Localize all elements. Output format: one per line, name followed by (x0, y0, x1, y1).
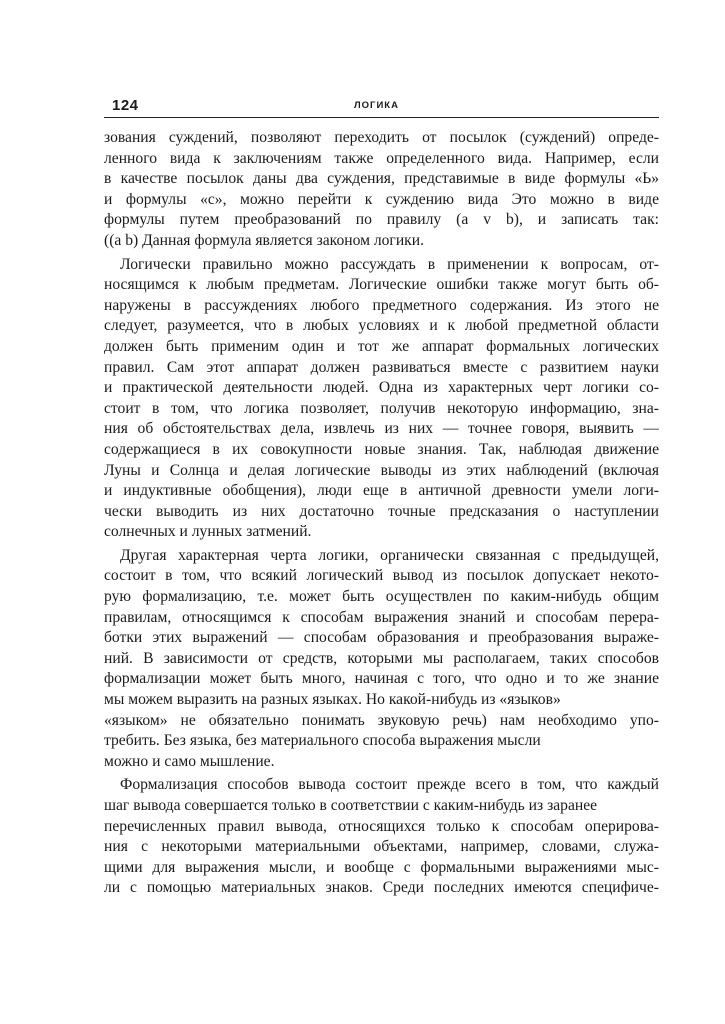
text-line: рую формализацию, т.е. может быть осуществлен по каким-нибудь общим (104, 588, 659, 606)
text-line: мы можем выразить на разных языках. Но какой-нибудь из «языков» (104, 691, 561, 709)
text-line: перечисленных правил вывода, относящихся только к способам оперирова- (104, 817, 659, 835)
text-line: ния об обстоятельствах дела, извлечь из них — точнее говоря, выявить — (104, 420, 659, 438)
paragraph (104, 546, 659, 773)
text-line: ботки этих выражений — способам образования и преобразования выраже- (104, 629, 659, 647)
text-line: зования суждений, позволяют переходить от посылок (суждений) опреде- (104, 129, 659, 146)
text-line: следует, разумеется, что в любых условиях и к любой предметной области (104, 317, 659, 335)
text-line: ((a b) Данная формула является законом логики. (104, 231, 424, 249)
text-line: шаг вывода совершается только в соответствии с каким-нибудь из заранее (104, 797, 598, 814)
body-text (104, 128, 659, 899)
text-line: солнечных и лунных затмений. (104, 523, 312, 541)
paragraph (104, 775, 659, 899)
text-line: ли с помощью материальных знаков. Среди последних имеются специфиче- (104, 879, 659, 897)
text-line: должен быть применим один и тот же аппарат формальных логических (104, 337, 659, 355)
text-line: ленного вида к заключениям также определенного вида. Например, если (104, 149, 659, 167)
text-line: и формулы «с», можно перейти к суждению вида Это можно в виде (104, 190, 659, 208)
text-line: стоит в том, что логика позволяет, получив некоторую информацию, зна- (104, 399, 659, 417)
text-line: Луны и Солнца и делая логические выводы из этих наблюдений (включая (104, 461, 659, 479)
text-line: чески выводить из них достаточно точные предсказания о наступлении (104, 502, 659, 520)
running-title: ЛОГИКА (354, 100, 399, 111)
text-line: «языком» не обязательно понимать звуковую речь) нам необходимо упо- (104, 711, 659, 729)
text-line: наружены в рассуждениях любого предметного содержания. Из этого не (104, 296, 659, 314)
page-number: 124 (112, 97, 139, 114)
text-line: Формализация способов вывода состоит прежде всего в том, что каждый (120, 776, 659, 794)
text-line: содержащиеся в их совокупности новые знания. Так, наблюдая движение (104, 440, 659, 458)
text-line: ния с некоторыми материальными объектами, например, словами, служа- (104, 838, 659, 856)
text-line: в качестве посылок даны два суждения, представимые в виде формулы «Ь» (104, 170, 659, 188)
text-line: носящимся к любым предметам. Логические ошибки также могут быть об- (104, 276, 659, 294)
text-line: формулы путем преобразований по правилу (a v b), и записать так: (104, 211, 659, 229)
page-header (104, 97, 659, 118)
paragraph (104, 255, 659, 543)
text-line: Другая характерная черта логики, органически связанная с предыдущей, (120, 546, 659, 564)
text-line: можно и само мышление. (104, 752, 275, 770)
text-line: формализации может быть много, начиная с того, что одно и то же знание (104, 670, 659, 688)
paragraph (104, 128, 659, 252)
text-line: ний. В зависимости от средств, которыми мы располагаем, таких способов (104, 649, 659, 667)
text-line: правил. Сам этот аппарат должен развиваться вместе с развитием науки (104, 358, 659, 376)
text-line: щими для выражения мысли, и вообще с формальными выражениями мыс- (104, 858, 659, 876)
text-line: требить. Без языка, без материального способа выражения мысли (104, 732, 541, 750)
text-line: правилам, относящимся к способам выражения знаний и способам перера- (104, 608, 659, 626)
text-line: и практической деятельности людей. Одна из характерных черт логики со- (104, 379, 659, 397)
text-line: Логически правильно можно рассуждать в применении к вопросам, от- (120, 255, 659, 273)
text-line: состоит в том, что всякий логический вывод из посылок допускает некото- (104, 567, 659, 585)
text-line: и индуктивные обобщения), люди еще в античной древности умели логи- (104, 482, 659, 500)
